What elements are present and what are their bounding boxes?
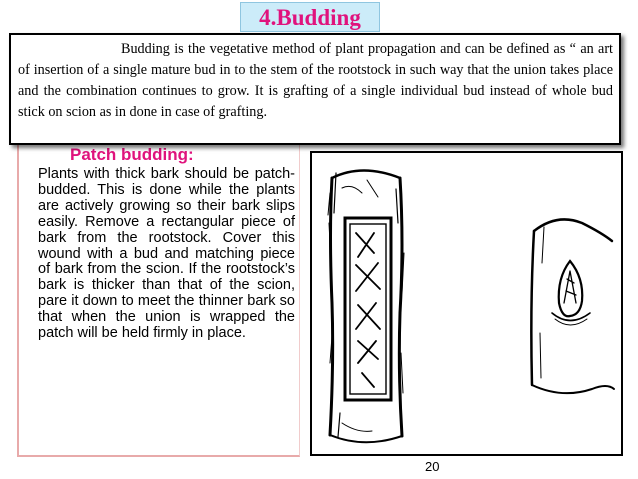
page-number: 20 xyxy=(425,459,440,474)
content-panel xyxy=(17,144,300,457)
definition-text: Budding is the vegetative method of plant propagation and can be defined as “ an art of insertion of a single mature bud in to the stem of the rootstock in such way that the union takes place and the combination continues to grow. It is grafting of a single individual bud instead of whole bud stick on scion as in done in case of grafting. xyxy=(18,41,613,120)
slide-title-box xyxy=(240,2,380,32)
patch-budding-illustration-icon xyxy=(312,153,621,454)
slide-title: 4.Budding xyxy=(259,4,361,30)
section-title: Patch budding: xyxy=(70,145,194,164)
patch-budding-figure xyxy=(310,151,623,456)
definition-box xyxy=(9,33,621,145)
section-body: Plants with thick bark should be patch-budded. This is done while the plants are actively growing so their bark slips easily. Remove a rectangular piece of bark from the rootstock. Cover this wound with a bud and matching piece of bark from the scion. If the rootstock’s bark is thicker than that of the scion, pare it down to meet the thinner bark so that when the union is wrapped the patch will be held firmly in place. xyxy=(38,166,295,342)
